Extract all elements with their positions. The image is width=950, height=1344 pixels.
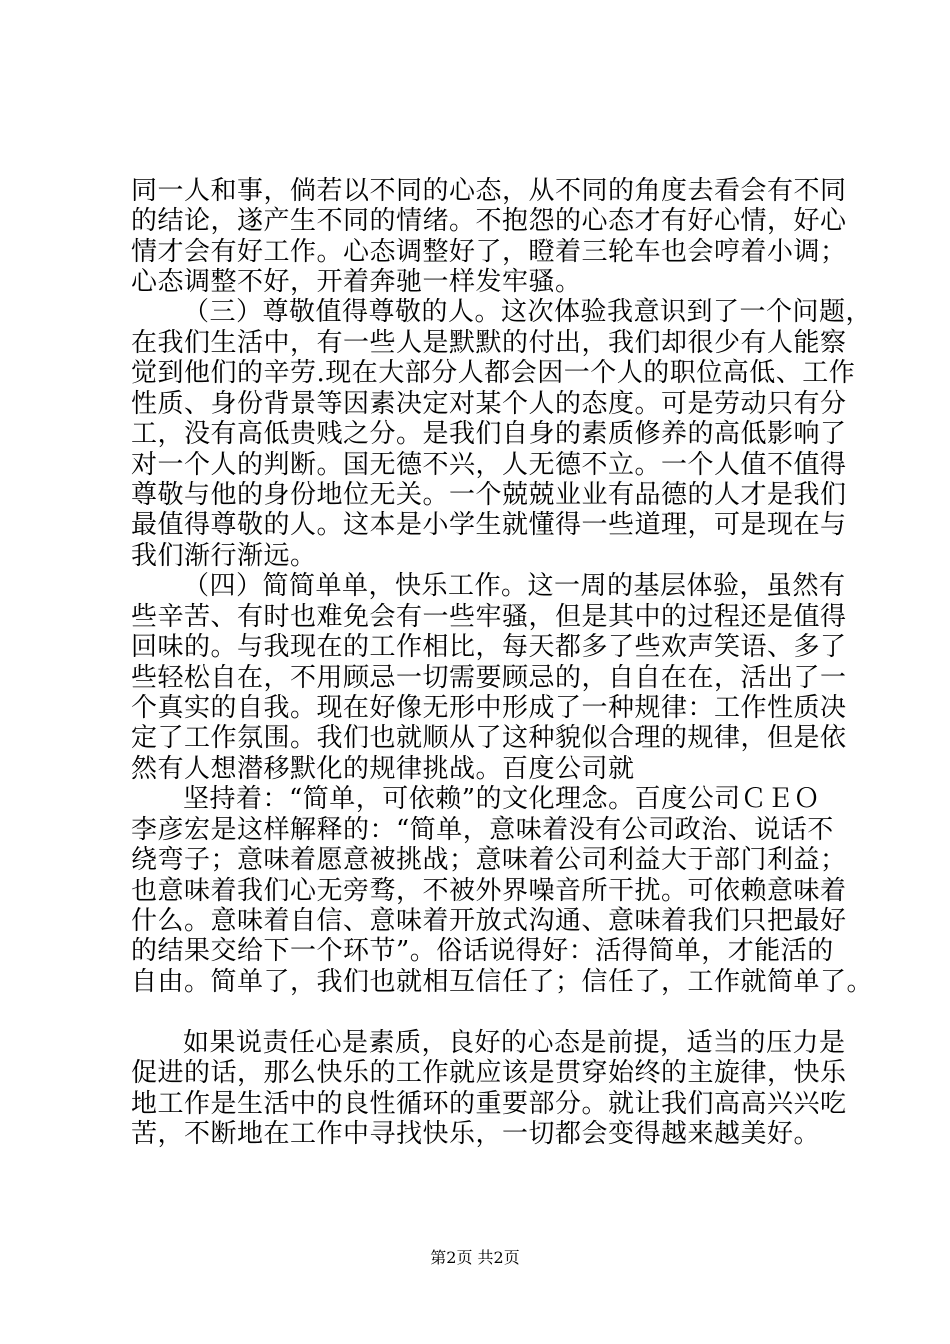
text-line: 些辛苦、有时也难免会有一些牢骚，但是其中的过程还是值得 — [131, 602, 847, 632]
text-line: 对一个人的判断。国无德不兴，人无德不立。一个人值不值得 — [131, 450, 847, 480]
text-line: 然有人想潜移默化的规律挑战。百度公司就 — [131, 754, 635, 784]
text-line: 什么。意味着自信、意味着开放式沟通、意味着我们只把最好 — [131, 906, 847, 936]
page-footer: 第2页 共2页 — [430, 1248, 520, 1267]
text-line: 李彦宏是这样解释的：“简单，意味着没有公司政治、说话不 — [131, 815, 834, 845]
text-line: 的结论，遂产生不同的情绪。不抱怨的心态才有好心情，好心 — [131, 206, 847, 236]
text-line: 同一人和事，倘若以不同的心态，从不同的角度去看会有不同 — [131, 176, 847, 206]
text-line: 尊敬与他的身份地位无关。一个兢兢业业有品德的人才是我们 — [131, 480, 847, 510]
text-line: 性质、身份背景等因素决定对某个人的态度。可是劳动只有分 — [131, 389, 847, 419]
text-line: 自由。简单了，我们也就相互信任了；信任了，工作就简单了。 — [131, 967, 874, 997]
text-line: 在我们生活中，有一些人是默默的付出，我们却很少有人能察 — [131, 328, 847, 358]
text-line: 如果说责任心是素质，良好的心态是前提，适当的压力是 — [183, 1028, 846, 1058]
text-line: 也意味着我们心无旁骛，不被外界噪音所干扰。可依赖意味着 — [131, 876, 847, 906]
text-line: 工，没有高低贵贱之分。是我们自身的素质修养的高低影响了 — [131, 419, 847, 449]
text-line: 绕弯子；意味着愿意被挑战；意味着公司利益大于部门利益； — [131, 845, 847, 875]
text-line: （三）尊敬值得尊敬的人。这次体验我意识到了一个问题， — [183, 297, 873, 327]
text-line: 的结果交给下一个环节”。俗话说得好：活得简单，才能活的 — [131, 936, 834, 966]
text-line: 坚持着：“简单，可依赖”的文化理念。百度公司ＣＥＯ — [183, 784, 821, 814]
text-line: 些轻松自在，不用顾忌一切需要顾忌的，自自在在，活出了一 — [131, 663, 847, 693]
text-line: 定了工作氛围。我们也就顺从了这种貌似合理的规律，但是依 — [131, 723, 847, 753]
text-line: （四）简简单单，快乐工作。这一周的基层体验，虽然有 — [183, 571, 846, 601]
text-line: 促进的话，那么快乐的工作就应该是贯穿始终的主旋律，快乐 — [131, 1058, 847, 1088]
text-line: 我们渐行渐远。 — [131, 541, 317, 571]
text-line: 觉到他们的辛劳.现在大部分人都会因一个人的职位高低、工作 — [131, 358, 856, 388]
text-line: 回味的。与我现在的工作相比，每天都多了些欢声笑语、多了 — [131, 632, 847, 662]
text-line: 最值得尊敬的人。这本是小学生就懂得一些道理，可是现在与 — [131, 510, 847, 540]
text-line: 个真实的自我。现在好像无形中形成了一种规律：工作性质决 — [131, 693, 847, 723]
text-line: 地工作是生活中的良性循环的重要部分。就让我们高高兴兴吃 — [131, 1089, 847, 1119]
text-line: 苦，不断地在工作中寻找快乐，一切都会变得越来越美好。 — [131, 1119, 821, 1149]
text-line: 心态调整不好，开着奔驰一样发牢骚。 — [131, 267, 582, 297]
text-line: 情才会有好工作。心态调整好了，瞪着三轮车也会哼着小调； — [131, 237, 847, 267]
